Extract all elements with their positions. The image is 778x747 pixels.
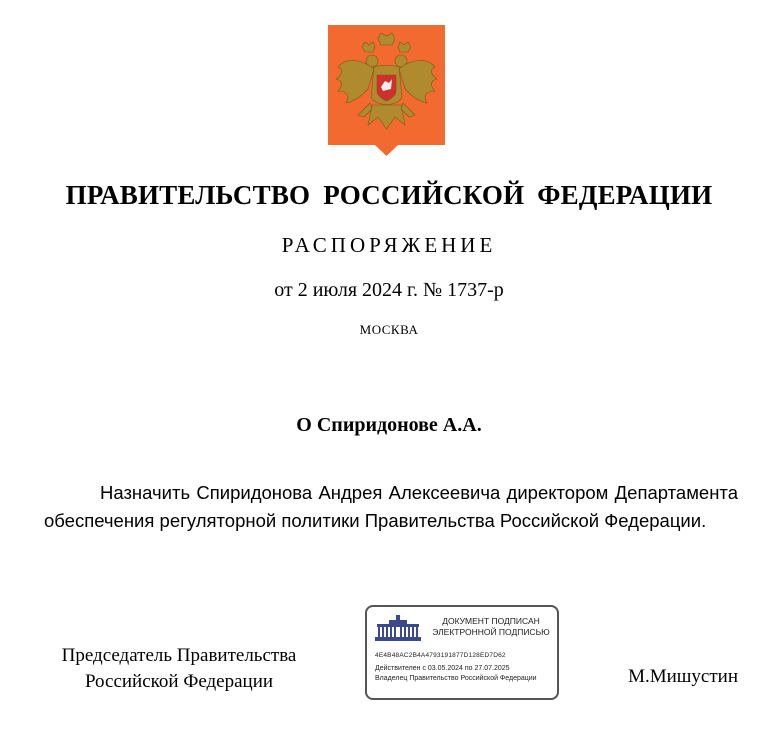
stamp-title-line1: ДОКУМЕНТ ПОДПИСАН	[442, 616, 540, 626]
signer-title-line1: Председатель Правительства	[61, 645, 297, 666]
stamp-title	[425, 616, 557, 638]
signer-title-line2: Российской Федерации	[84, 671, 274, 692]
document-body: Назначить Спиридонова Андрея Алексеевича директором Департамента обеспечения регуляторной политики Правительства Российской Федерации.	[44, 482, 738, 531]
document-date-number: от 2 июля 2024 г. № 1737-р	[274, 279, 504, 301]
government-building-icon	[375, 615, 421, 641]
stamp-certificate-number: 4E4B48AC2B4A4793191877D128ED7D62	[375, 652, 506, 659]
signer-name: М.Мишустин	[628, 666, 738, 687]
government-title: ПРАВИТЕЛЬСТВО РОССИЙСКОЙ ФЕДЕРАЦИИ	[65, 180, 713, 210]
document-city: МОСКВА	[359, 322, 419, 337]
signer-title	[36, 643, 322, 695]
document-subject: О Спиридонове А.А.	[296, 414, 482, 436]
stamp-owner: Владелец Правительство Российской Федерации	[375, 675, 537, 682]
document-type: РАСПОРЯЖЕНИЕ	[281, 233, 497, 257]
electronic-signature-stamp	[365, 605, 559, 700]
russian-coat-of-arms-icon	[328, 25, 445, 158]
stamp-title-line2: ЭЛЕКТРОННОЙ ПОДПИСЬЮ	[432, 627, 550, 637]
stamp-validity: Действителен с 03.05.2024 по 27.07.2025	[375, 665, 510, 672]
